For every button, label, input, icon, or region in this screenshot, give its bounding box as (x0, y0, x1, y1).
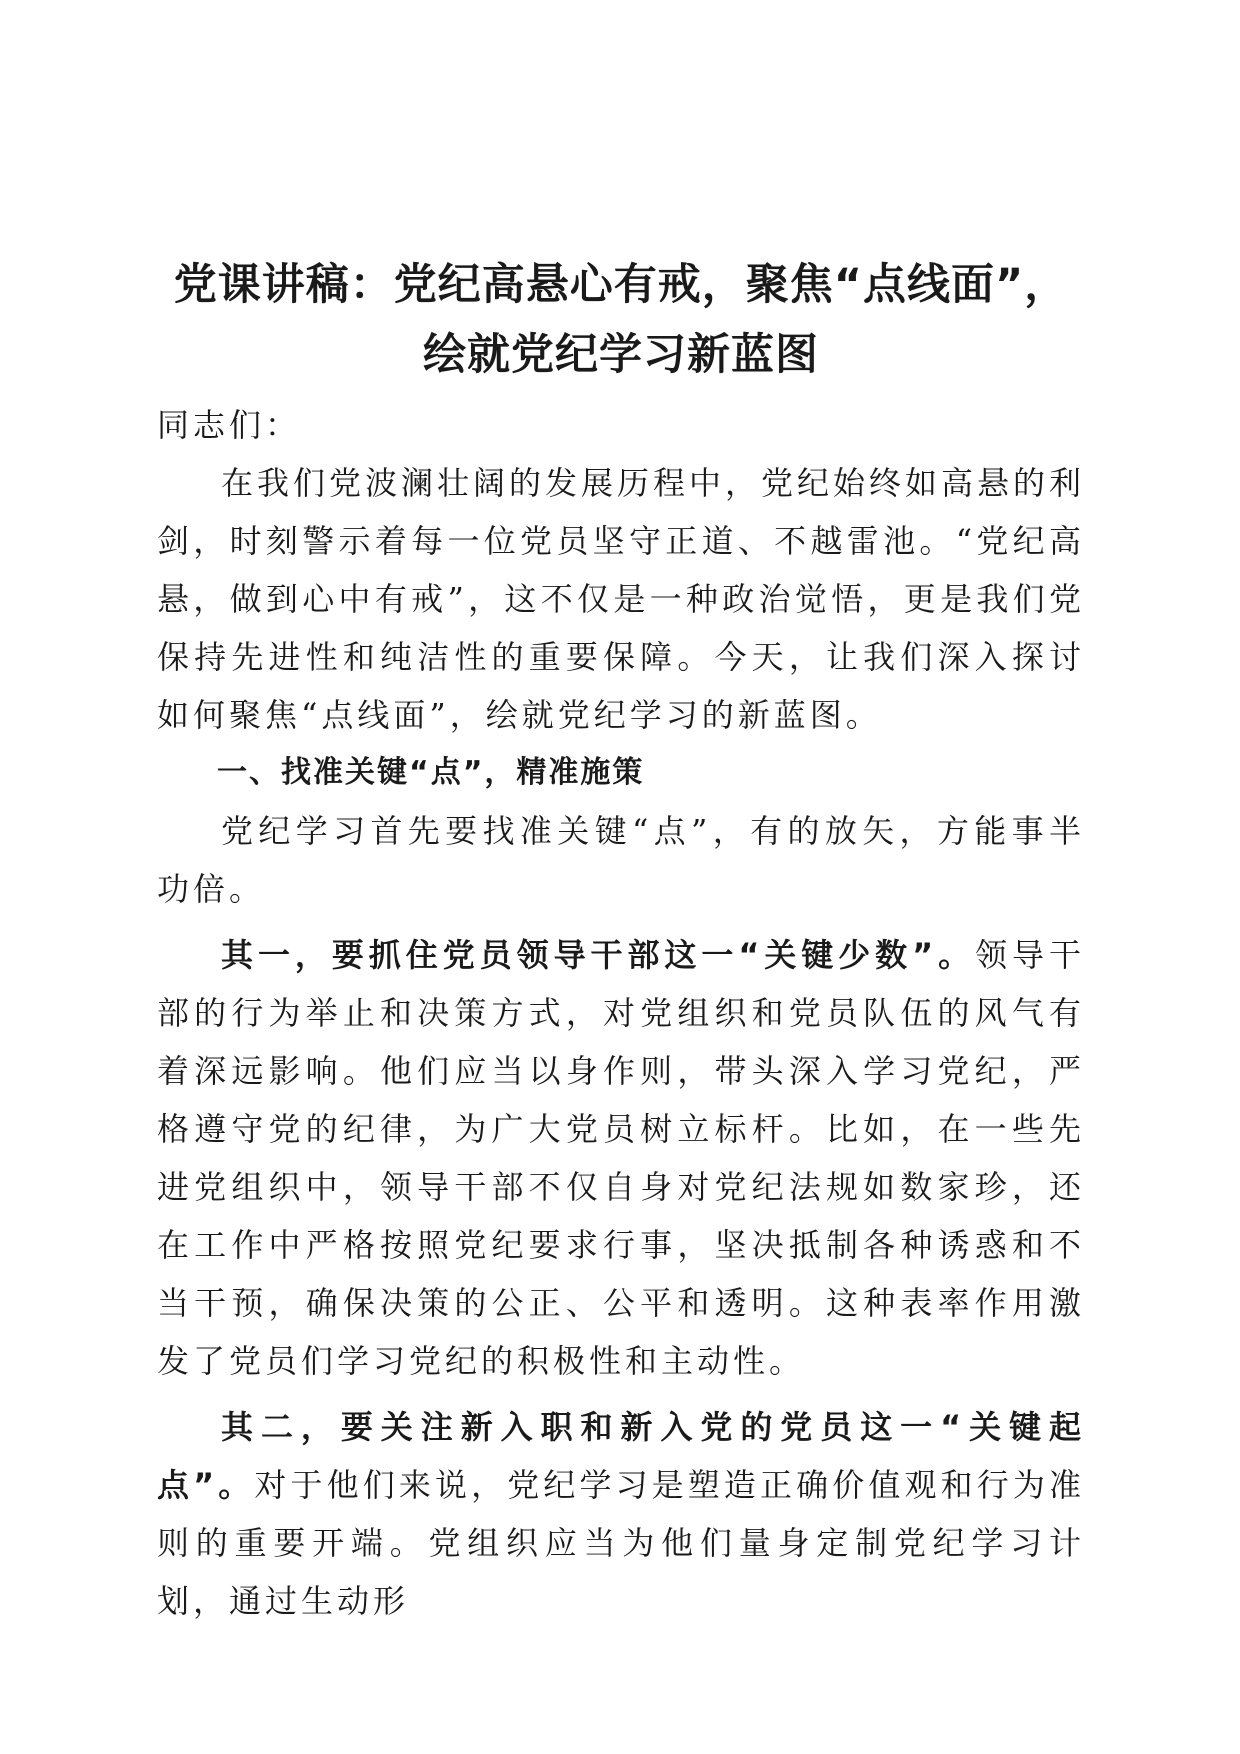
section-1-intro: 党纪学习首先要找准关键“点”，有的放矢，方能事半功倍。 (157, 812, 1085, 908)
document-title (157, 250, 1085, 390)
title-line-2: 绘就党纪学习新蓝图 (423, 330, 819, 380)
point-1-paragraph (157, 926, 1085, 1390)
point-1-lead: 其一，要抓住党员领导干部这一“关键少数”。 (221, 936, 976, 974)
title-line-1: 党课讲稿：党纪高悬心有戒，聚焦“点线面”， (173, 260, 1069, 310)
point-2-paragraph (157, 1398, 1085, 1630)
point-2-body: 对于他们来说，党纪学习是塑造正确价值观和行为准则的重要开端。党组织应当为他们量身定制党纪学习计划，通过生动形 (157, 1466, 1085, 1620)
point-2-lead: 其二，要关注新入职和新入党的党员这一“关键起点”。 (157, 1408, 1085, 1504)
point-1-body: 领导干部的行为举止和决策方式，对党组织和党员队伍的风气有着深远影响。他们应当以身作则，带头深入学习党纪，严格遵守党的纪律，为广大党员树立标杆。比如，在一些先进党组织中，领导干部不仅自身对党纪法规如数家珍，还在工作中严格按照党纪要求行事，坚决抵制各种诱惑和不当干预，确保决策的公正、公平和透明。这种表率作用激发了党员们学习党纪的积极性和主动性。 (157, 936, 1085, 1380)
intro-paragraph: 在我们党波澜壮阔的发展历程中，党纪始终如高悬的利剑，时刻警示着每一位党员坚守正道、不越雷池。“党纪高悬，做到心中有戒”，这不仅是一种政治觉悟，更是我们党保持先进性和纯洁性的重要保障。今天，让我们深入探讨如何聚焦“点线面”，绘就党纪学习的新蓝图。 (157, 464, 1086, 734)
section-1-heading: 一、找准关键“点”，精准施策 (217, 755, 645, 790)
document-page (157, 250, 1085, 1630)
salutation: 同志们： (157, 406, 302, 444)
